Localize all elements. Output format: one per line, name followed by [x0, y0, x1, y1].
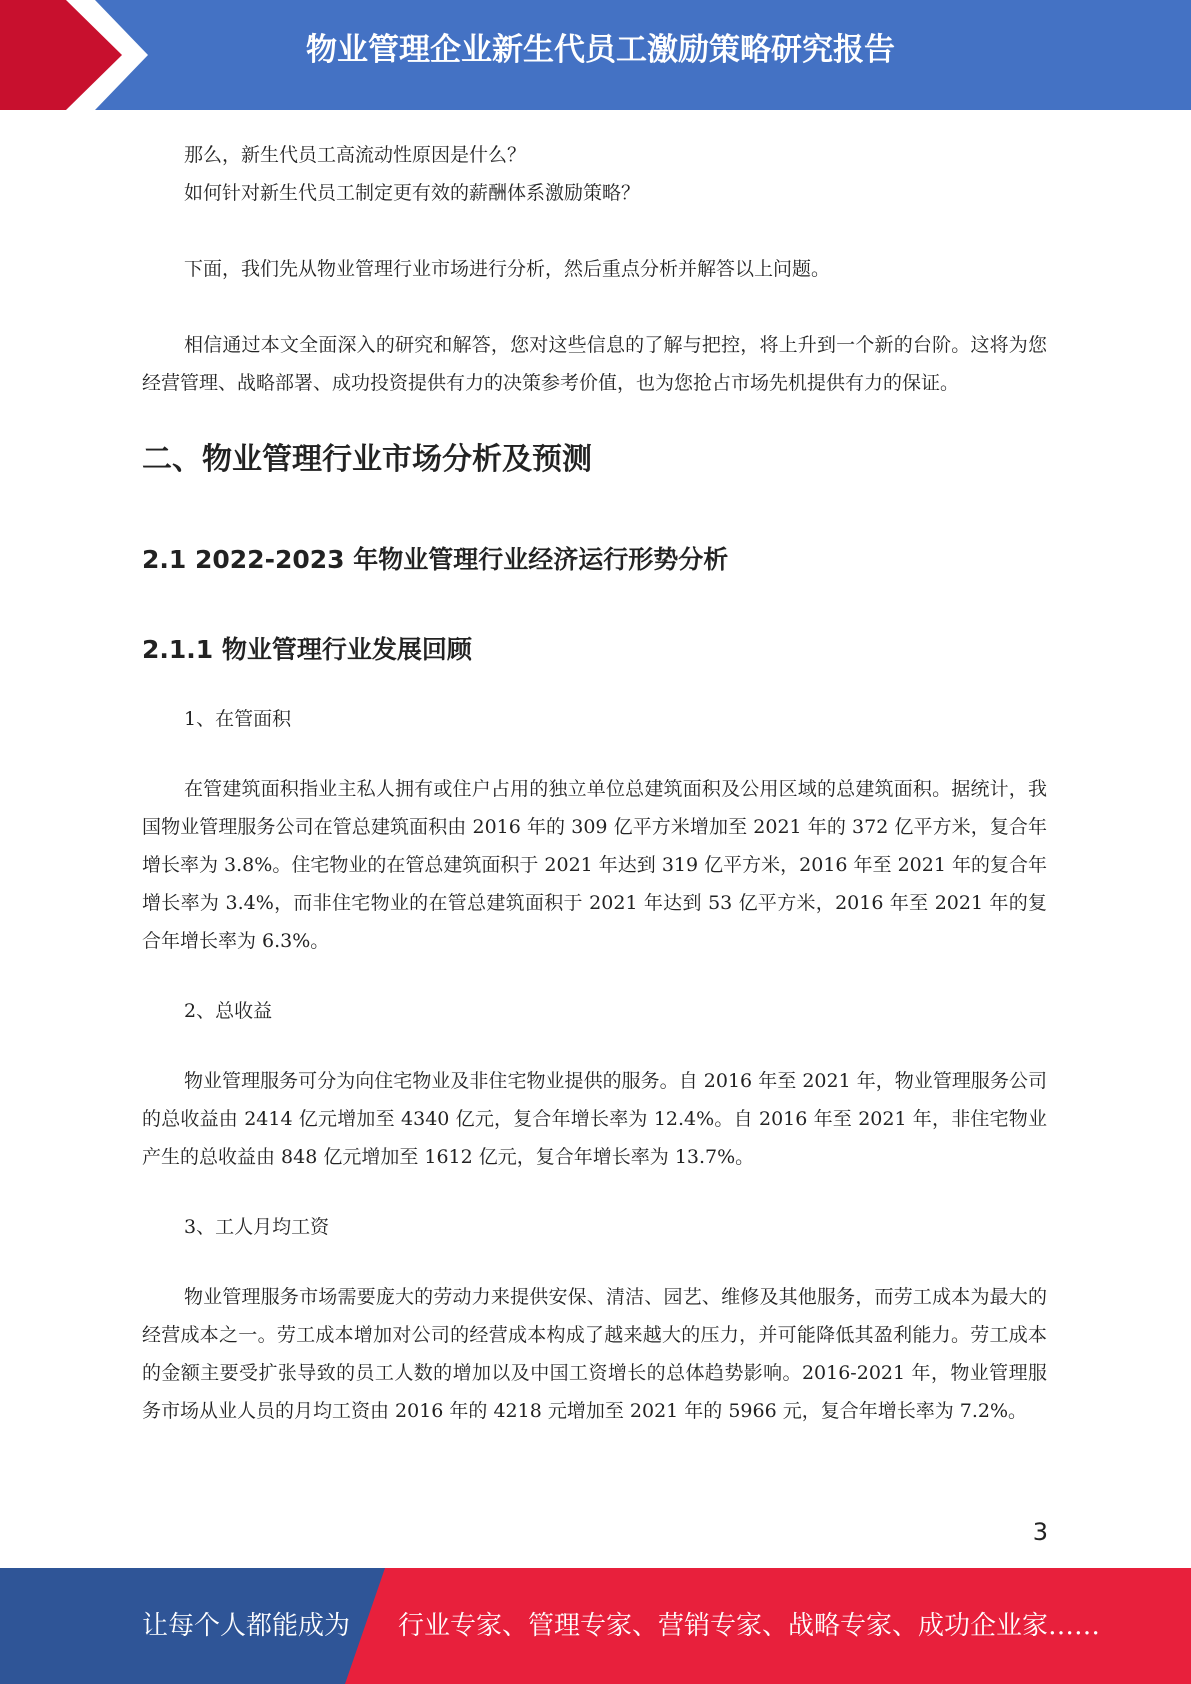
intro-paragraph-2: 相信通过本文全面深入的研究和解答，您对这些信息的了解与把控，将上升到一个新的台阶。这将为您经营管理、战略部署、成功投资提供有力的决策参考价值，也为您抢占市场先机提供有力的保证。	[142, 334, 1047, 394]
item-3-title: 3、工人月均工资	[184, 1216, 330, 1238]
document-body	[142, 136, 1047, 1430]
intro-question-1: 那么，新生代员工高流动性原因是什么？	[184, 144, 527, 166]
intro-question-2: 如何针对新生代员工制定更有效的薪酬体系激励策略？	[184, 182, 641, 204]
item-3-text: 物业管理服务市场需要庞大的劳动力来提供安保、清洁、园艺、维修及其他服务，而劳工成本为最大的经营成本之一。劳工成本增加对公司的经营成本构成了越来越大的压力，并可能降低其盈利能力。劳工成本的金额主要受扩张导致的员工人数的增加以及中国工资增长的总体趋势影响。2016-2021 年，物业管理服务市场从业人员的月均工资由 2016 年的 4218 元增加至 2021 年的 5966 元，复合年增长率为 7.2%。	[142, 1286, 1047, 1422]
section-heading: 二、物业管理行业市场分析及预测	[142, 442, 592, 477]
subsection-heading: 2.1 2022-2023 年物业管理行业经济运行形势分析	[142, 545, 729, 574]
item-2-title: 2、总收益	[184, 1000, 273, 1022]
page-header	[0, 0, 1191, 110]
page-footer	[0, 1568, 1191, 1684]
item-1-text: 在管建筑面积指业主私人拥有或住户占用的独立单位总建筑面积及公用区域的总建筑面积。据统计，我国物业管理服务公司在管总建筑面积由 2016 年的 309 亿平方米增加至 2021 年的 372 亿平方米，复合年增长率为 3.8%。住宅物业的在管总建筑面积于 2021 年达到 319 亿平方米，2016 年至 2021 年的复合年增长率为 3.4%，而非住宅物业的在管总建筑面积于 2021 年达到 53 亿平方米，2016 年至 2021 年的复合年增长率为 6.3%。	[142, 778, 1047, 952]
report-title: 物业管理企业新生代员工激励策略研究报告	[306, 32, 895, 68]
item-2-text: 物业管理服务可分为向住宅物业及非住宅物业提供的服务。自 2016 年至 2021 年，物业管理服务公司的总收益由 2414 亿元增加至 4340 亿元，复合年增长率为 12.4%。自 2016 年至 2021 年，非住宅物业产生的总收益由 848 亿元增加至 1612 亿元，复合年增长率为 13.7%。	[142, 1070, 1047, 1168]
footer-slogan-left: 让每个人都能成为	[142, 1611, 351, 1641]
subsubsection-heading: 2.1.1 物业管理行业发展回顾	[142, 635, 472, 664]
item-1-title: 1、在管面积	[184, 708, 292, 730]
footer-slogan-right: 行业专家、管理专家、营销专家、战略专家、成功企业家……	[398, 1611, 1101, 1641]
page-number: 3	[1032, 1518, 1048, 1546]
intro-paragraph-1: 下面，我们先从物业管理行业市场进行分析，然后重点分析并解答以上问题。	[184, 258, 831, 280]
